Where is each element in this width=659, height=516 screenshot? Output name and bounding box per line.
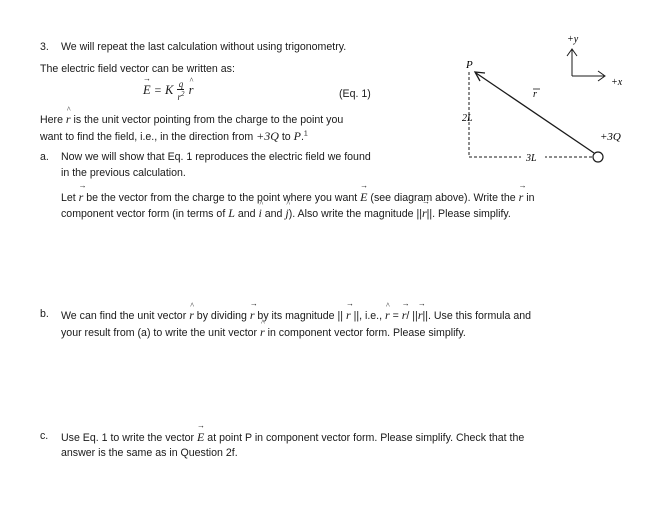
part-b-line2: your result from (a) to write the unit vector r ^ in component vector form. Please simplify. — [61, 325, 466, 340]
point-p-label: P — [466, 59, 473, 71]
three-l-label: 3L — [526, 153, 537, 164]
part-c-line2: answer is the same as in Question 2f. — [61, 447, 238, 459]
r-vector-label: r — [533, 89, 537, 100]
fraction-numerator: q — [178, 79, 184, 89]
part-c-line1: Use Eq. 1 to write the vector E → at point P in component vector form. Please simplify. Check that the — [61, 430, 524, 445]
charge-label: +3Q — [600, 131, 621, 143]
r-vector-arrow — [476, 73, 594, 153]
e-vector-symbol: E → — [143, 83, 151, 98]
part-a-line2: in the previous calculation. — [61, 167, 186, 179]
question-intro: We will repeat the last calculation without using trigonometry. — [61, 41, 347, 53]
coulomb-constant: K — [165, 82, 174, 97]
part-a-label: a. — [40, 151, 49, 163]
unit-vector-description-line2: want to find the field, i.e., in the direction from +3Q to P.$^1$ — [40, 129, 308, 143]
part-a-let-line: Let r → be the vector from the charge to the point where you want E → (see diagram above). Write the r → in — [61, 190, 534, 205]
plus-y-label: +y — [567, 34, 579, 45]
part-b-label: b. — [40, 308, 49, 320]
r-hat-symbol: r ^ — [189, 83, 194, 98]
two-l-label: 2L — [462, 113, 473, 124]
part-a-component-line: component vector form (in terms of L and i ^ and j ^). Also write the magnitude ||r →||. Please simplify. — [61, 206, 511, 221]
part-a-line1: Now we will show that Eq. 1 reproduces the electric field we found — [61, 151, 371, 163]
field-intro: The electric field vector can be written as: — [40, 63, 235, 75]
part-c-label: c. — [40, 430, 49, 442]
equals-sign: = — [153, 82, 162, 97]
part-b-line1: We can find the unit vector r ^ by dividing r → by its magnitude || r → ||, i.e., r ^ = r →/ ||r →||. Use this formula and — [61, 308, 531, 323]
unit-vector-description-line1: Here r ^ is the unit vector pointing from the charge to the point you — [40, 112, 343, 127]
plus-x-label: +x — [611, 77, 623, 88]
equation-label: (Eq. 1) — [339, 88, 371, 100]
footnote-marker: 1 — [303, 130, 308, 138]
charge-circle — [593, 152, 603, 162]
question-number: 3. — [40, 41, 49, 53]
fraction-denominator: $r^2$ — [177, 90, 185, 102]
